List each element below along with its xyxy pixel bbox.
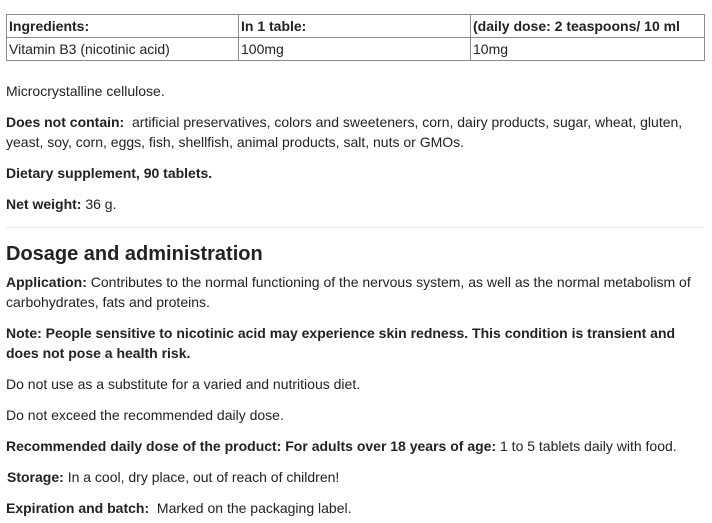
- application-text: Contributes to the normal functioning of the nervous system, as well as the normal metabolism of carbohydrates, fats and proteins.: [6, 274, 691, 310]
- header-daily-dose: (daily dose: 2 teaspoons/ 10 ml: [471, 15, 705, 38]
- does-not-contain-text: artificial preservatives, colors and sweeteners, corn, dairy products, sugar, wheat, gluten, yeast, soy, corn, eggs, fish, shellfish, animal products, salt, nuts or GMOs.: [6, 114, 683, 150]
- net-weight-label: Net weight:: [6, 196, 82, 212]
- dosage-heading: Dosage and administration: [6, 243, 263, 265]
- net-weight-value: 36 g.: [85, 196, 117, 212]
- cell-ingredient: Vitamin B3 (nicotinic acid): [7, 38, 239, 61]
- application-label: Application:: [6, 274, 87, 290]
- substitute-warning: Do not use as a substitute for a varied and nutritious diet.: [6, 376, 361, 392]
- sensitivity-note: Note: People sensitive to nicotinic acid may experience skin redness. This condition is transient and does not pose a health risk.: [6, 325, 676, 361]
- expiration-label: Expiration and batch:: [6, 500, 150, 516]
- product-info: [6, 14, 704, 516]
- table-header-row: [7, 15, 705, 38]
- header-per-tablet: In 1 table:: [239, 15, 471, 38]
- section-divider: [6, 227, 704, 228]
- dietary-supplement-text: Dietary supplement, 90 tablets.: [6, 165, 213, 181]
- storage: [7, 467, 339, 487]
- expiration-text: Marked on the packaging label.: [156, 500, 352, 516]
- header-ingredients: Ingredients:: [7, 15, 239, 38]
- expiration-batch: [6, 498, 351, 518]
- net-weight: [6, 194, 116, 214]
- recommended-dose-text: 1 to 5 tablets daily with food.: [500, 438, 677, 454]
- filler-text: Microcrystalline cellulose.: [6, 83, 165, 99]
- cell-amount-daily: 10mg: [471, 38, 705, 61]
- storage-text: In a cool, dry place, out of reach of children!: [67, 469, 340, 485]
- recommended-dose: [6, 436, 677, 456]
- does-not-contain: [6, 112, 698, 152]
- exceed-warning: Do not exceed the recommended daily dose.: [6, 407, 284, 423]
- recommended-dose-label: Recommended daily dose of the product: For adults over 18 years of age:: [6, 438, 497, 454]
- does-not-contain-label: Does not contain:: [6, 114, 125, 130]
- cell-amount-per-tablet: 100mg: [239, 38, 471, 61]
- dietary-supplement: [6, 163, 212, 183]
- application: [6, 272, 698, 312]
- storage-label: Storage:: [7, 469, 64, 485]
- ingredients-table: [6, 14, 705, 61]
- table-row: [7, 38, 705, 61]
